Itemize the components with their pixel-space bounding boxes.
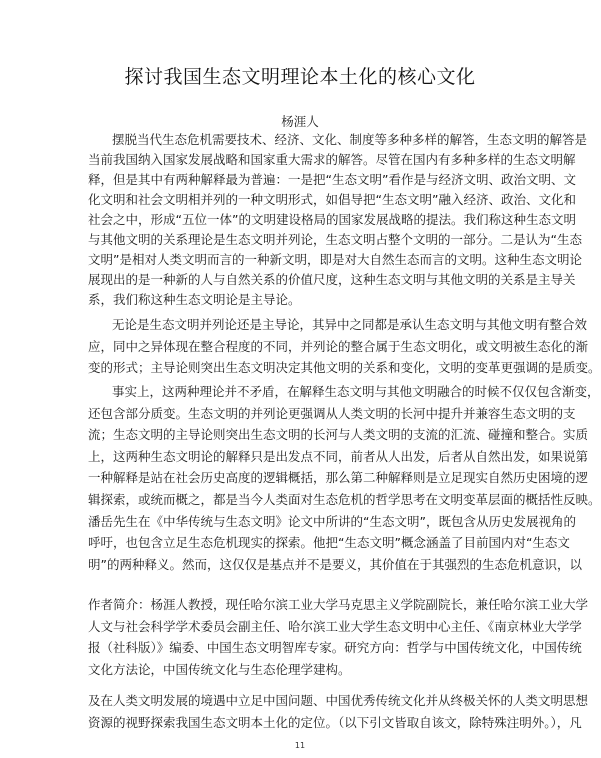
text-line: 及在人类文明发展的境遇中立足中国问题、中国优秀传统文化并从终极关怀的人类文明思想 <box>88 693 589 708</box>
document-title: 探讨我国生态文明理论本土化的核心文化 <box>124 66 476 88</box>
text-line: 无论是生态文明并列论还是主导论，其异中之同都是承认生态文明与其他文明有整合效 <box>112 317 588 332</box>
text-line: 辑探索，或统而概之，都是当今人类面对生态危机的哲学思考在文明变革层面的概括性反映。 <box>88 491 601 507</box>
text-line: 展现出的是一种新的人与自然关系的价值尺度，这种生态文明与其他文明的关系是主导关 <box>88 272 576 287</box>
text-line: 事实上，这两种理论并不矛盾，在解释生态文明与其他文明融合的时候不仅仅包含渐变， <box>112 384 600 399</box>
text-line: 系，我们称这种生态文明论是主导论。 <box>88 292 301 307</box>
text-line: 当前我国纳入国家发展战略和国家重大需求的解答。尽管在国内有多种多样的生态文明解 <box>88 152 576 167</box>
text-line: 还包含部分质变。生态文明的并列论更强调从人类文明的长河中提升并兼容生态文明的支 <box>88 405 576 421</box>
paragraph-1 <box>88 130 588 310</box>
text-line: 人文与社会科学学术委员会副主任、哈尔滨工业大学生态文明中心主任、《南京林业大学学 <box>88 618 582 634</box>
text-line: 文化方法论，中国传统文化与生态伦理学建构。 <box>88 661 351 677</box>
text-line: 与其他文明的关系理论是生态文明并列论，生态文明占整个文明的一部分。二是认为“生态 <box>88 232 582 247</box>
text-line: 流；生态文明的主导论则突出生态文明的长河与人类文明的支流的汇流、碰撞和整合。实质 <box>88 427 589 443</box>
text-line: 资源的视野探索我国生态文明本土化的定位。（以下引文皆取自该文，除特殊注明外。），凡 <box>88 714 582 730</box>
text-line: 摆脱当代生态危机需要技术、经济、文化、制度等多种多样的解答，生态文明的解答是 <box>112 132 588 147</box>
text-line: 释，但是其中有两种解释最为普遍：一是把“生态文明”看作是与经济文明、政治文明、文 <box>88 172 576 187</box>
text-line: 报（社科版）》编委、中国生态文明智库专家。研究方向：哲学与中国传统文化，中国传统 <box>88 640 582 656</box>
text-line: 作者简介：杨涯人教授，现任哈尔滨工业大学马克思主义学院副院长，兼任哈尔滨工业大学 <box>88 597 589 612</box>
text-line: 潘岳先生在《中华传统与生态文明》论文中所讲的“生态文明”，既包含从历史发展视角的 <box>88 513 576 529</box>
paragraph-3 <box>88 381 601 575</box>
text-line: 社会之中，形成“五位一体”的文明建设格局的国家发展战略的提法。我们称这种生态文明 <box>88 212 576 227</box>
text-line: 文明”是相对人类文明而言的一种新文明，即是对大自然生态而言的文明。这种生态文明论 <box>88 252 582 267</box>
page-number: 11 <box>294 741 306 750</box>
author-bio <box>88 594 589 680</box>
paragraph-4 <box>88 690 589 733</box>
text-line: 呼吁，也包含立足生态危机现实的探索。他把“生态文明”概念涵盖了目前国内对“生态文 <box>88 535 570 551</box>
text-line: 一种解释是站在社会历史高度的逻辑概括，那么第二种解释则是立足现实自然历史困境的逻 <box>88 470 589 486</box>
text-line: 化文明和社会文明相并列的一种文明形式，如倡导把“生态文明”融入经济、政治、文化和 <box>88 192 576 207</box>
author-name: 杨涯人 <box>281 114 319 129</box>
text-line: 上，这两种生态文明论的解释只是出发点不同，前者从人出发，后者从自然出发，如果说第 <box>88 448 589 464</box>
paragraph-2 <box>88 314 601 379</box>
text-line: 明”的两种释义。然而，这仅仅是基点并不是要义，其价值在于其强烈的生态危机意识，以 <box>88 556 582 572</box>
text-line: 应，同中之异体现在整合程度的不同，并列论的整合属于生态文明化，或文明被生态化的渐 <box>88 338 589 354</box>
text-line: 变的形式；主导论则突出生态文明决定其他文明的关系和变化，文明的变革更强调的是质变。 <box>88 360 601 376</box>
